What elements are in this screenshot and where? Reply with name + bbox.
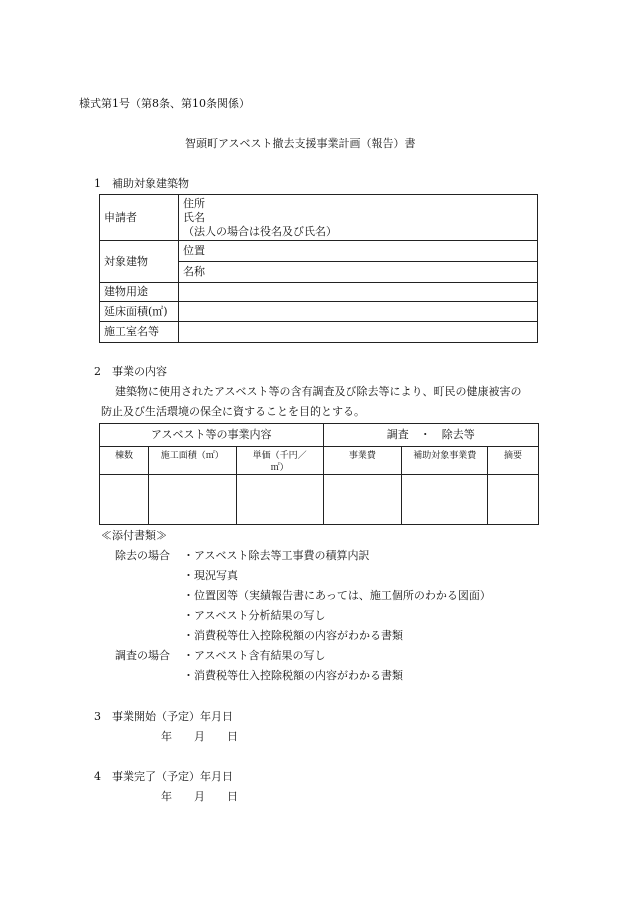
removal-item-5: ・消費税等仕入控除税額の内容がわかる書類: [183, 629, 403, 642]
document-title: 智頭町アスベスト撤去支援事業計画（報告）書: [185, 137, 416, 150]
cell-unit-price: [236, 475, 323, 525]
use-value: [179, 283, 538, 302]
form-label: 様式第1号（第8条、第10条関係）: [79, 97, 250, 110]
header-building-count: 棟数: [100, 447, 149, 475]
survey-item-2: ・消費税等仕入控除税額の内容がわかる書類: [183, 669, 403, 682]
building-info-table: [99, 194, 538, 343]
removal-label: 除去の場合: [115, 549, 170, 562]
applicant-address-label: 住所: [183, 196, 205, 210]
header-remarks: 摘要: [488, 447, 539, 475]
cell-construction-area: [148, 475, 236, 525]
section2-text-line2: 防止及び生活環境の保全に資することを目的とする。: [101, 405, 365, 418]
removal-item-2: ・現況写真: [183, 569, 238, 582]
group-header-content: アスベスト等の事業内容: [100, 424, 324, 447]
building-name-label: 名称: [179, 262, 538, 283]
applicant-label: 申請者: [100, 195, 179, 241]
header-construction-area: 施工面積（㎡）: [148, 447, 236, 475]
cell-remarks: [488, 475, 539, 525]
removal-item-1: ・アスベスト除去等工事費の積算内訳: [183, 549, 370, 562]
section4-heading: 4 事業完了（予定）年月日: [94, 770, 233, 783]
applicant-name-label: 氏名: [183, 210, 205, 224]
business-content-table: [99, 423, 539, 525]
attachments-heading: ≪添付書類≫: [101, 529, 167, 542]
use-label: 建物用途: [100, 283, 179, 302]
start-date: 年 月 日: [161, 730, 238, 743]
header-unit-price-line1: 単価（千円／: [252, 451, 307, 461]
area-value: [179, 302, 538, 322]
area-label: 延床面積(㎡): [100, 302, 179, 322]
header-project-cost: 事業費: [323, 447, 402, 475]
survey-item-1: ・アスベスト含有結果の写し: [183, 649, 326, 662]
group-header-survey-removal: 調査 ・ 除去等: [323, 424, 538, 447]
contractor-value: [179, 322, 538, 343]
section2-text-line1: 建築物に使用されたアスベスト等の含有調査及び除去等により、町民の健康被害の: [115, 385, 522, 398]
building-label: 対象建物: [100, 241, 179, 283]
cell-building-count: [100, 475, 149, 525]
removal-item-4: ・アスベスト分析結果の写し: [183, 609, 326, 622]
header-unit-price: [236, 447, 323, 475]
cell-subsidy-cost: [402, 475, 488, 525]
header-subsidy-cost: 補助対象事業費: [402, 447, 488, 475]
removal-item-3: ・位置図等（実績報告書にあっては、施工個所のわかる図面）: [183, 589, 491, 602]
section3-heading: 3 事業開始（予定）年月日: [94, 710, 233, 723]
section2-heading: 2 事業の内容: [94, 365, 167, 378]
building-location-label: 位置: [179, 241, 538, 262]
section1-heading: 1 補助対象建築物: [94, 177, 189, 190]
contractor-label: 施工室名等: [100, 322, 179, 343]
cell-project-cost: [323, 475, 402, 525]
header-unit-price-line2: ㎡）: [270, 463, 289, 473]
survey-label: 調査の場合: [115, 649, 170, 662]
applicant-note: （法人の場合は役名及び氏名）: [183, 224, 337, 238]
end-date: 年 月 日: [161, 790, 238, 803]
